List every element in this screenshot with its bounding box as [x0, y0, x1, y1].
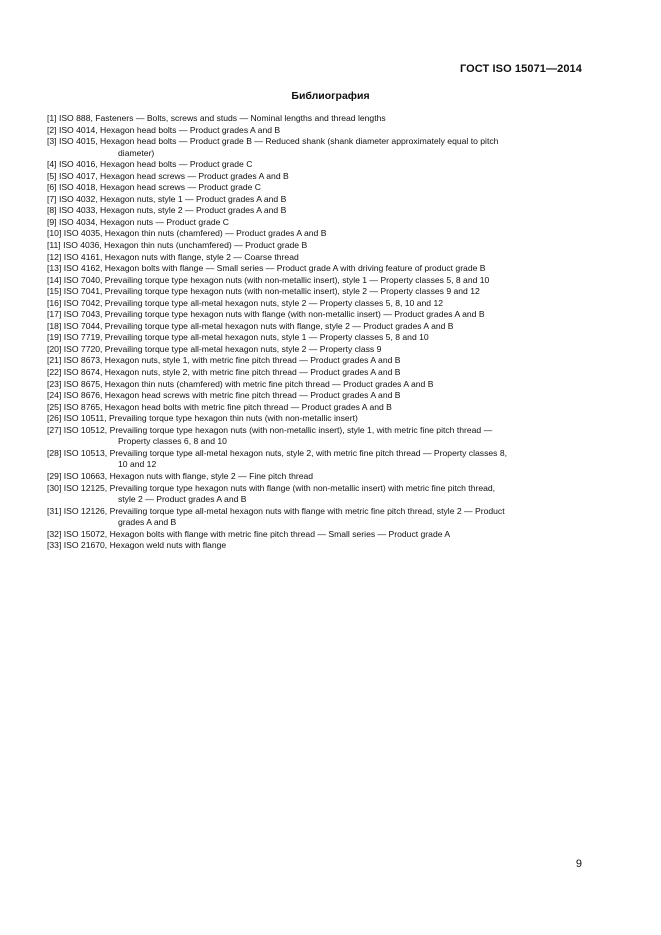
page-number: 9	[575, 858, 582, 870]
bibliography-entry	[47, 367, 582, 379]
bibliography-entry-text: [29] ISO 10663, Hexagon nuts with flange, style 2 — Fine pitch thread	[47, 470, 314, 481]
bibliography-entry	[47, 471, 582, 483]
bibliography-entry	[47, 355, 582, 367]
bibliography-entry	[47, 379, 582, 391]
bibliography-entry	[47, 483, 582, 506]
bibliography-entry-text: [20] ISO 7720, Prevailing torque type all-metal hexagon nuts, style 2 — Property class 9	[47, 343, 382, 354]
bibliography-entry-continuation: grades A and B	[118, 517, 177, 528]
bibliography-entry-continuation: style 2 — Product grades A and B	[118, 494, 247, 505]
bibliography-entry-text: [10] ISO 4035, Hexagon thin nuts (chamfered) — Product grades A and B	[47, 228, 327, 239]
bibliography-entry-text: [11] ISO 4036, Hexagon thin nuts (unchamfered) — Product grade B	[47, 240, 308, 251]
bibliography-entry	[47, 263, 582, 275]
bibliography-entry	[47, 529, 582, 541]
bibliography-entry-text: [12] ISO 4161, Hexagon nuts with flange, style 2 — Coarse thread	[47, 251, 299, 262]
bibliography-entry	[47, 344, 582, 356]
bibliography-entry	[47, 286, 582, 298]
bibliography-entry	[47, 402, 582, 414]
bibliography-entry	[47, 182, 582, 194]
bibliography-entry	[47, 321, 582, 333]
bibliography-entry-text: [21] ISO 8673, Hexagon nuts, style 1, with metric fine pitch thread — Product grades A and B	[47, 355, 401, 366]
bibliography-entry-text: [9] ISO 4034, Hexagon nuts — Product grade C	[47, 216, 230, 227]
bibliography-entry	[47, 217, 582, 229]
bibliography-entry-text: [5] ISO 4017, Hexagon head screws — Product grades A and B	[47, 170, 289, 181]
bibliography-entry-text: [28] ISO 10513, Prevailing torque type all-metal hexagon nuts, style 2, with metric fine pitch thread — Property classes 8,	[47, 447, 507, 458]
bibliography-entry-text: [13] ISO 4162, Hexagon bolts with flange — Small series — Product grade A with driving feature of product grade B	[47, 263, 486, 274]
bibliography-entry	[47, 390, 582, 402]
bibliography-entry-text: [22] ISO 8674, Hexagon nuts, style 2, with metric fine pitch thread — Product grades A and B	[47, 367, 401, 378]
bibliography-entry-continuation: diameter)	[118, 147, 155, 158]
bibliography-entry-text: [32] ISO 15072, Hexagon bolts with flange with metric fine pitch thread — Small series — Product grade A	[47, 528, 451, 539]
bibliography-entry	[47, 298, 582, 310]
document-code-header: ГОСТ ISO 15071—2014	[459, 63, 582, 75]
bibliography-entry	[47, 425, 582, 448]
bibliography-entry-text: [7] ISO 4032, Hexagon nuts, style 1 — Product grades A and B	[47, 193, 287, 204]
bibliography-entry	[47, 136, 582, 159]
bibliography-entry	[47, 275, 582, 287]
bibliography-entry-text: [23] ISO 8675, Hexagon thin nuts (chamfered) with metric fine pitch thread — Product grades A and B	[47, 378, 434, 389]
bibliography-entry-text: [1] ISO 888, Fasteners — Bolts, screws and studs — Nominal lengths and thread lengths	[47, 113, 386, 123]
bibliography-entry	[47, 252, 582, 264]
bibliography-entry-text: [33] ISO 21670, Hexagon weld nuts with flange	[47, 540, 227, 551]
bibliography-entry	[47, 125, 582, 137]
bibliography-entry	[47, 240, 582, 252]
bibliography-entry	[47, 171, 582, 183]
bibliography-entry-text: [3] ISO 4015, Hexagon head bolts — Product grade B — Reduced shank (shank diameter approximately equal to pitch	[47, 136, 499, 147]
bibliography-entry-text: [14] ISO 7040, Prevailing torque type hexagon nuts (with non-metallic insert), style 1 — Property classes 5, 8 and 10	[47, 274, 490, 285]
bibliography-entry-text: [8] ISO 4033, Hexagon nuts, style 2 — Product grades A and B	[47, 205, 287, 216]
bibliography-entry-text: [4] ISO 4016, Hexagon head bolts — Product grade C	[47, 159, 253, 170]
bibliography-entry-text: [17] ISO 7043, Prevailing torque type hexagon nuts with flange (with non-metallic insert) — Product grades A and B	[47, 309, 485, 320]
bibliography-entry-text: [27] ISO 10512, Prevailing torque type hexagon nuts (with non-metallic insert), style 1, with metric fine pitch thread —	[47, 424, 493, 435]
bibliography-list	[47, 113, 582, 552]
bibliography-entry-text: [30] ISO 12125, Prevailing torque type hexagon nuts with flange (with non-metallic insert) with metric fine pitch thread,	[47, 482, 496, 493]
bibliography-entry-text: [6] ISO 4018, Hexagon head screws — Product grade C	[47, 182, 262, 193]
bibliography-entry-text: [15] ISO 7041, Prevailing torque type hexagon nuts (with non-metallic insert), style 2 — Property classes 9 and 12	[47, 286, 480, 297]
bibliography-entry	[47, 413, 582, 425]
bibliography-entry	[47, 309, 582, 321]
bibliography-entry-continuation: 10 and 12	[118, 459, 157, 470]
bibliography-entry	[47, 113, 582, 125]
bibliography-entry	[47, 540, 582, 552]
bibliography-entry-text: [16] ISO 7042, Prevailing torque type all-metal hexagon nuts, style 2 — Property classes 5, 8, 10 and 12	[47, 297, 444, 308]
bibliography-entry-text: [2] ISO 4014, Hexagon head bolts — Product grades A and B	[47, 124, 281, 135]
bibliography-entry-text: [19] ISO 7719, Prevailing torque type all-metal hexagon nuts, style 1 — Property classes 5, 8 and 10	[47, 332, 429, 343]
bibliography-entry	[47, 332, 582, 344]
bibliography-entry-text: [31] ISO 12126, Prevailing torque type all-metal hexagon nuts with flange with metric fine pitch thread, style 2 — Product	[47, 505, 505, 516]
bibliography-entry-continuation: Property classes 6, 8 and 10	[118, 436, 227, 447]
bibliography-title: Библиография	[291, 90, 370, 102]
bibliography-entry	[47, 228, 582, 240]
bibliography-entry	[47, 448, 582, 471]
bibliography-entry-text: [26] ISO 10511, Prevailing torque type hexagon thin nuts (with non-metallic insert)	[47, 413, 358, 424]
bibliography-entry-text: [18] ISO 7044, Prevailing torque type all-metal hexagon nuts with flange, style 2 — Product grades A and B	[47, 320, 454, 331]
bibliography-entry	[47, 506, 582, 529]
bibliography-entry	[47, 159, 582, 171]
bibliography-entry-text: [25] ISO 8765, Hexagon head bolts with metric fine pitch thread — Product grades A and B	[47, 401, 392, 412]
bibliography-entry	[47, 205, 582, 217]
bibliography-entry-text: [24] ISO 8676, Hexagon head screws with metric fine pitch thread — Product grades A and B	[47, 390, 401, 401]
bibliography-entry	[47, 194, 582, 206]
